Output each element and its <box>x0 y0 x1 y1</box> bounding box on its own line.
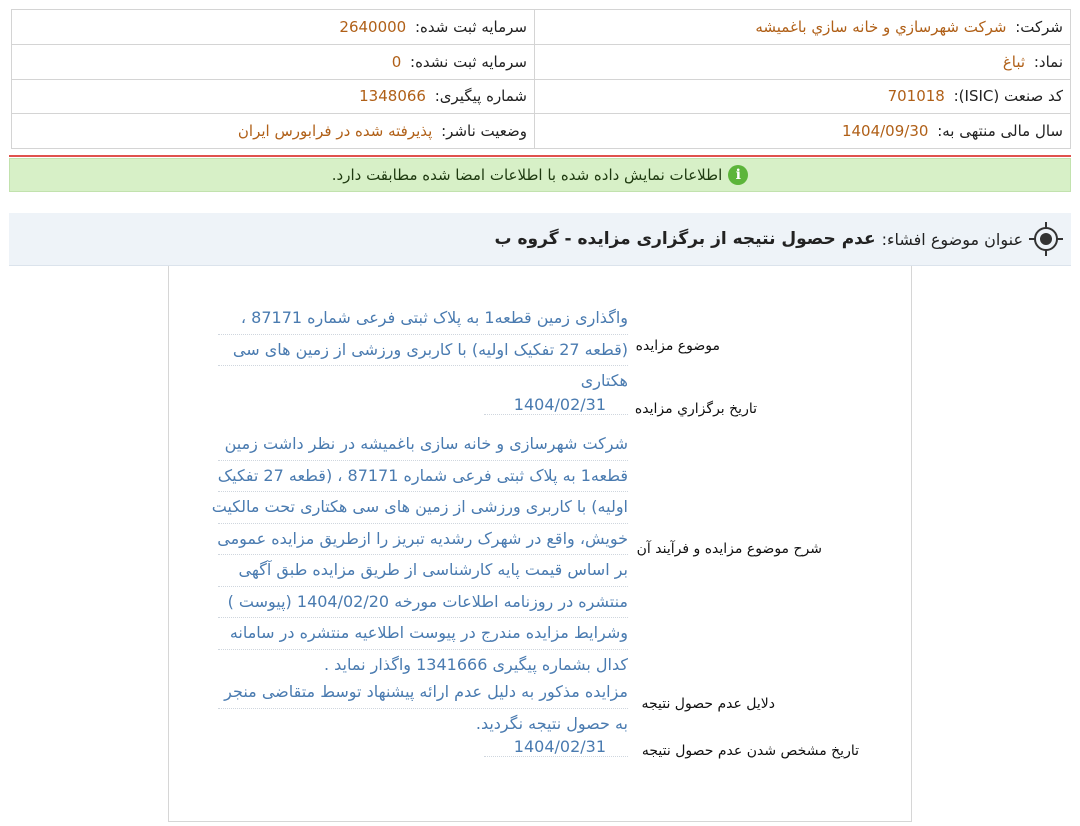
capital-unregistered-value: 0 <box>391 52 402 71</box>
symbol-cell <box>535 44 1071 79</box>
reasons-label: دلایل عدم حصول نتیجه <box>641 696 775 712</box>
topic-label: موضوع مزایده <box>635 338 720 354</box>
info-row <box>12 44 1071 79</box>
description-line: کدال بشماره پیگیری 1341666 واگذار نماید . <box>323 654 628 674</box>
capital-unregistered-cell <box>12 44 535 79</box>
fiscal-year-value: 1404/09/30 <box>841 122 929 141</box>
capital-registered-value: 2640000 <box>339 17 407 36</box>
symbol-label: نماد: <box>1033 52 1063 71</box>
subject-bar <box>9 213 1071 266</box>
notice-text: اطلاعات نمایش داده شده با اطلاعات امضا شده مطابقت دارد. <box>331 166 723 184</box>
isic-label: کد صنعت (ISIC): <box>953 87 1063 106</box>
topic-value <box>218 303 628 397</box>
reasons-line: به حصول نتیجه نگردید. <box>475 713 628 733</box>
publisher-status-label: وضعیت ناشر: <box>441 122 527 141</box>
company-cell <box>535 10 1071 45</box>
description-line: قطعه1 به پلاک ثبتی فرعی شماره 87171 ، (قطعه 27 تفکیک <box>218 461 628 493</box>
company-info-table <box>11 9 1071 149</box>
tracking-label: شماره پیگیری: <box>434 87 527 106</box>
verification-notice <box>9 158 1071 192</box>
company-label: شرکت: <box>1015 17 1063 36</box>
description-line: خویش، واقع در شهرک رشدیه تبریز را ازطریق مزایده عمومی <box>218 524 628 556</box>
info-row <box>12 114 1071 149</box>
topic-line: هکتاری <box>580 371 628 390</box>
symbol-value: ثباغ <box>1002 52 1026 71</box>
description-line: اولیه) با کاربری ورزشی از زمین های سی هکتاری تحت مالکیت <box>218 492 628 524</box>
target-icon <box>1029 222 1063 256</box>
isic-value: 701018 <box>887 87 945 106</box>
tracking-value: 1348066 <box>359 87 426 106</box>
failure-date-value: 1404/02/31 <box>484 737 628 757</box>
holding-date-value: 1404/02/31 <box>484 395 628 415</box>
description-line: بر اساس قیمت پایه کارشناسی از طریق مزایده طبق آگهی <box>218 555 628 587</box>
description-value <box>211 429 628 680</box>
failure-date-label: تاریخ مشخص شدن عدم حصول نتیجه <box>641 743 859 759</box>
divider-line <box>9 155 1071 157</box>
publisher-status-cell <box>12 114 535 149</box>
capital-unregistered-label: سرمایه ثبت نشده: <box>410 52 527 71</box>
info-icon: i <box>728 165 748 185</box>
capital-registered-label: سرمایه ثبت شده: <box>415 17 527 36</box>
description-line: وشرایط مزایده مندرج در پیوست اطلاعیه منتشره در سامانه <box>218 618 628 650</box>
fiscal-year-label: سال مالی منتهی به: <box>937 122 1063 141</box>
topic-line: واگذاری زمین قطعه1 به پلاک ثبتی فرعی شماره 87171 ، <box>218 303 628 335</box>
description-label: شرح موضوع مزایده و فرآیند آن <box>636 541 822 557</box>
reasons-value <box>218 677 628 739</box>
reasons-line: مزایده مذکور به دلیل عدم ارائه پیشنهاد توسط متقاضی منجر <box>218 677 628 709</box>
isic-cell <box>535 79 1071 114</box>
tracking-cell <box>12 79 535 114</box>
subject-label: عنوان موضوع افشاء: <box>881 229 1023 249</box>
info-row <box>12 10 1071 45</box>
company-value: شرکت شهرسازي و خانه سازي باغميشه <box>755 17 1007 36</box>
subject-title: عدم حصول نتیجه از برگزاری مزایده - گروه ب <box>494 229 876 249</box>
description-line: منتشره در روزنامه اطلاعات مورخه 1404/02/20 (پیوست ) <box>218 587 628 619</box>
publisher-status-value: پذیرفته شده در فرابورس ایران <box>237 122 433 141</box>
topic-line: (قطعه 27 تفکیک اولیه) با کاربری ورزشی از زمین های سی <box>218 335 628 367</box>
holding-date-label: تاريخ برگزاري مزايده <box>634 401 757 417</box>
description-line: شرکت شهرسازی و خانه سازی باغمیشه در نظر داشت زمین <box>218 429 628 461</box>
capital-registered-cell <box>12 10 535 45</box>
info-row <box>12 79 1071 114</box>
fiscal-year-cell <box>535 114 1071 149</box>
